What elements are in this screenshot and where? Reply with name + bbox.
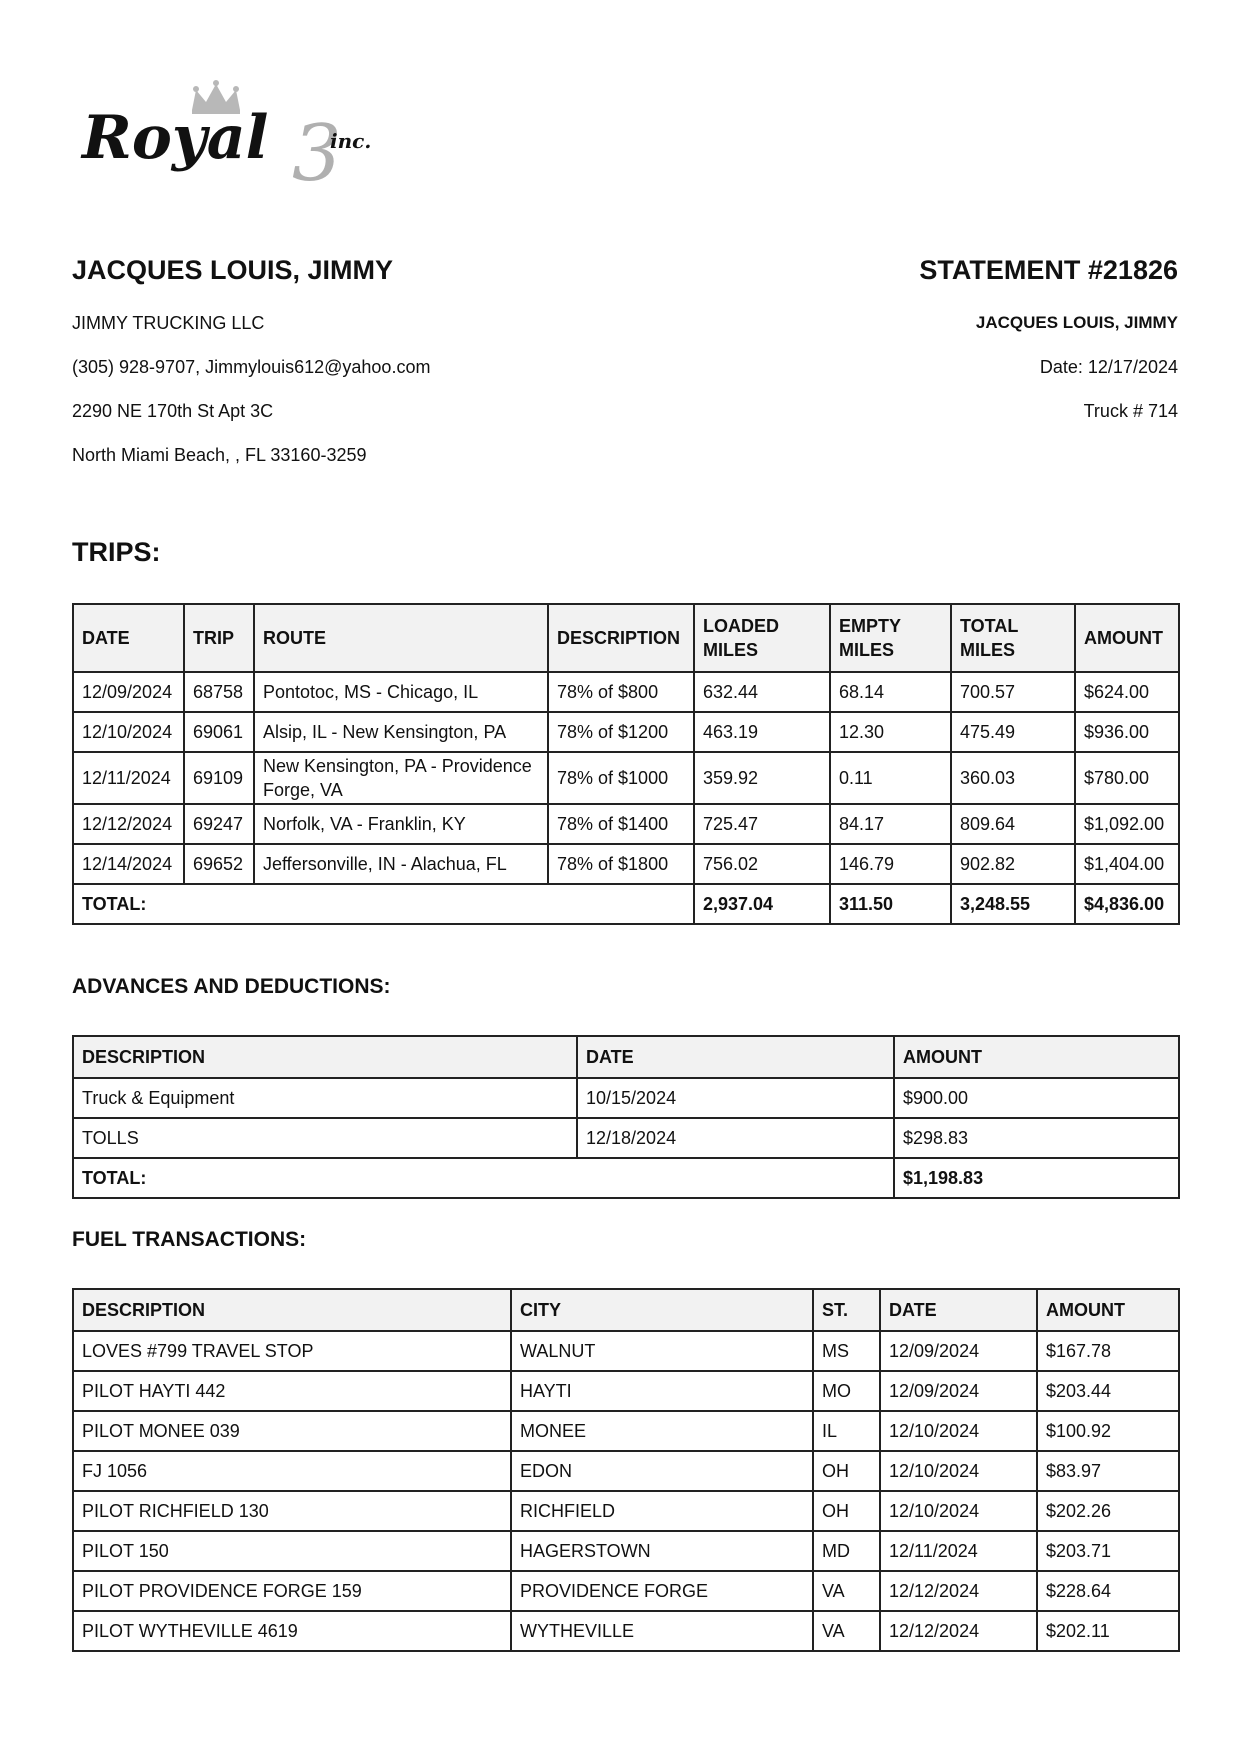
table-row (73, 1371, 1179, 1411)
table-header-row (73, 604, 1179, 672)
cell: MONEE (511, 1411, 813, 1451)
col-header: DESCRIPTION (73, 1036, 577, 1078)
driver-company: JIMMY TRUCKING LLC (72, 313, 265, 333)
col-header: DATE (73, 604, 184, 672)
cell: FJ 1056 (73, 1451, 511, 1491)
col-header: CITY (511, 1289, 813, 1331)
cell: 12/12/2024 (880, 1611, 1037, 1651)
table-row (73, 1411, 1179, 1451)
cell: 12.30 (830, 712, 951, 752)
cell: 475.49 (951, 712, 1075, 752)
cell: PILOT HAYTI 442 (73, 1371, 511, 1411)
col-header: DATE (577, 1036, 894, 1078)
table-row (73, 1491, 1179, 1531)
table-row (73, 1611, 1179, 1651)
cell: 700.57 (951, 672, 1075, 712)
cell: Jeffersonville, IN - Alachua, FL (254, 844, 548, 884)
table-row (73, 1571, 1179, 1611)
cell: OH (813, 1491, 880, 1531)
cell: $1,092.00 (1075, 804, 1179, 844)
cell: Pontotoc, MS - Chicago, IL (254, 672, 548, 712)
cell: LOVES #799 TRAVEL STOP (73, 1331, 511, 1371)
cell: PILOT WYTHEVILLE 4619 (73, 1611, 511, 1651)
cell: 12/12/2024 (880, 1571, 1037, 1611)
cell: 902.82 (951, 844, 1075, 884)
cell: 146.79 (830, 844, 951, 884)
cell: 84.17 (830, 804, 951, 844)
total-amount: $1,198.83 (894, 1158, 1179, 1198)
table-row (73, 1331, 1179, 1371)
total-empty-miles: 311.50 (830, 884, 951, 924)
statement-title: STATEMENT #21826 (919, 255, 1178, 285)
cell: 12/18/2024 (577, 1118, 894, 1158)
total-loaded-miles: 2,937.04 (694, 884, 830, 924)
cell: 360.03 (951, 752, 1075, 804)
cell: MS (813, 1331, 880, 1371)
driver-info (72, 250, 430, 466)
svg-text:Royal: Royal (82, 103, 269, 173)
cell: 12/10/2024 (73, 712, 184, 752)
cell: Norfolk, VA - Franklin, KY (254, 804, 548, 844)
driver-address-line1: 2290 NE 170th St Apt 3C (72, 401, 274, 421)
cell: 69652 (184, 844, 254, 884)
fuel-table (72, 1288, 1180, 1652)
table-header-row (73, 1289, 1179, 1331)
col-header: EMPTY MILES (830, 604, 951, 672)
cell: $203.71 (1037, 1531, 1179, 1571)
col-header: TOTAL MILES (951, 604, 1075, 672)
cell: 69061 (184, 712, 254, 752)
cell: 69247 (184, 804, 254, 844)
col-header: DESCRIPTION (73, 1289, 511, 1331)
cell: MO (813, 1371, 880, 1411)
col-header: DATE (880, 1289, 1037, 1331)
cell: PILOT RICHFIELD 130 (73, 1491, 511, 1531)
statement-name: JACQUES LOUIS, JIMMY (975, 313, 1178, 332)
cell: 12/09/2024 (880, 1331, 1037, 1371)
cell: 12/10/2024 (880, 1491, 1037, 1531)
cell: VA (813, 1571, 880, 1611)
cell: 359.92 (694, 752, 830, 804)
cell: 12/11/2024 (73, 752, 184, 804)
table-row (73, 844, 1179, 884)
cell: $936.00 (1075, 712, 1179, 752)
cell: 12/09/2024 (880, 1371, 1037, 1411)
cell: 78% of $1200 (548, 712, 694, 752)
cell: 68758 (184, 672, 254, 712)
cell: 10/15/2024 (577, 1078, 894, 1118)
col-header: AMOUNT (894, 1036, 1179, 1078)
cell: PILOT 150 (73, 1531, 511, 1571)
cell: WALNUT (511, 1331, 813, 1371)
cell: $780.00 (1075, 752, 1179, 804)
cell: 12/10/2024 (880, 1451, 1037, 1491)
total-amount: $4,836.00 (1075, 884, 1179, 924)
advances-title: ADVANCES AND DEDUCTIONS: (72, 975, 391, 998)
col-header: DESCRIPTION (548, 604, 694, 672)
cell: $624.00 (1075, 672, 1179, 712)
table-row (73, 804, 1179, 844)
col-header: TRIP (184, 604, 254, 672)
table-row (73, 672, 1179, 712)
col-header: AMOUNT (1075, 604, 1179, 672)
cell: 12/12/2024 (73, 804, 184, 844)
statement-date: Date: 12/17/2024 (1039, 357, 1178, 377)
cell: 12/14/2024 (73, 844, 184, 884)
cell: 78% of $1800 (548, 844, 694, 884)
fuel-title: FUEL TRANSACTIONS: (72, 1228, 307, 1251)
driver-contact: (305) 928-9707, Jimmylouis612@yahoo.com (72, 357, 431, 377)
cell: IL (813, 1411, 880, 1451)
cell: PROVIDENCE FORGE (511, 1571, 813, 1611)
col-header: LOADED MILES (694, 604, 830, 672)
col-header: AMOUNT (1037, 1289, 1179, 1331)
cell: PILOT PROVIDENCE FORGE 159 (73, 1571, 511, 1611)
cell: $202.11 (1037, 1611, 1179, 1651)
cell: 68.14 (830, 672, 951, 712)
statement-info (919, 250, 1178, 422)
cell: 78% of $1000 (548, 752, 694, 804)
cell: 463.19 (694, 712, 830, 752)
cell: 12/09/2024 (73, 672, 184, 712)
trips-table (72, 603, 1180, 925)
cell: $83.97 (1037, 1451, 1179, 1491)
cell: MD (813, 1531, 880, 1571)
table-row (73, 752, 1179, 804)
company-logo (80, 80, 400, 190)
cell: HAYTI (511, 1371, 813, 1411)
cell: WYTHEVILLE (511, 1611, 813, 1651)
cell: Truck & Equipment (73, 1078, 577, 1118)
col-header: ST. (813, 1289, 880, 1331)
cell: $100.92 (1037, 1411, 1179, 1451)
cell: $228.64 (1037, 1571, 1179, 1611)
table-row (73, 712, 1179, 752)
cell: 632.44 (694, 672, 830, 712)
cell: 756.02 (694, 844, 830, 884)
cell: 12/11/2024 (880, 1531, 1037, 1571)
cell: VA (813, 1611, 880, 1651)
cell: TOLLS (73, 1118, 577, 1158)
table-row (73, 1451, 1179, 1491)
cell: OH (813, 1451, 880, 1491)
cell: 69109 (184, 752, 254, 804)
table-row (73, 1118, 1179, 1158)
cell: $1,404.00 (1075, 844, 1179, 884)
cell: $900.00 (894, 1078, 1179, 1118)
cell: $203.44 (1037, 1371, 1179, 1411)
cell: New Kensington, PA - Providence Forge, VA (254, 752, 548, 804)
driver-name: JACQUES LOUIS, JIMMY (72, 255, 394, 285)
cell: EDON (511, 1451, 813, 1491)
table-row (73, 1078, 1179, 1118)
cell: $298.83 (894, 1118, 1179, 1158)
total-label: TOTAL: (73, 1158, 894, 1198)
royal-3-logo-image (80, 80, 400, 190)
trips-total-row (73, 884, 1179, 924)
table-row (73, 1531, 1179, 1571)
advances-total-row (73, 1158, 1179, 1198)
cell: $167.78 (1037, 1331, 1179, 1371)
cell: 725.47 (694, 804, 830, 844)
table-header-row (73, 1036, 1179, 1078)
cell: 78% of $800 (548, 672, 694, 712)
cell: 809.64 (951, 804, 1075, 844)
cell: RICHFIELD (511, 1491, 813, 1531)
svg-text:3: 3 (292, 109, 342, 190)
cell: Alsip, IL - New Kensington, PA (254, 712, 548, 752)
col-header: ROUTE (254, 604, 548, 672)
cell: 0.11 (830, 752, 951, 804)
advances-table (72, 1035, 1180, 1199)
driver-address-line2: North Miami Beach, , FL 33160-3259 (72, 445, 367, 465)
cell: 12/10/2024 (880, 1411, 1037, 1451)
svg-text:inc.: inc. (330, 129, 372, 153)
total-label: TOTAL: (73, 884, 694, 924)
total-miles: 3,248.55 (951, 884, 1075, 924)
cell: 78% of $1400 (548, 804, 694, 844)
trips-title: TRIPS: (72, 537, 161, 567)
statement-truck: Truck # 714 (1083, 401, 1178, 421)
cell: HAGERSTOWN (511, 1531, 813, 1571)
cell: $202.26 (1037, 1491, 1179, 1531)
cell: PILOT MONEE 039 (73, 1411, 511, 1451)
